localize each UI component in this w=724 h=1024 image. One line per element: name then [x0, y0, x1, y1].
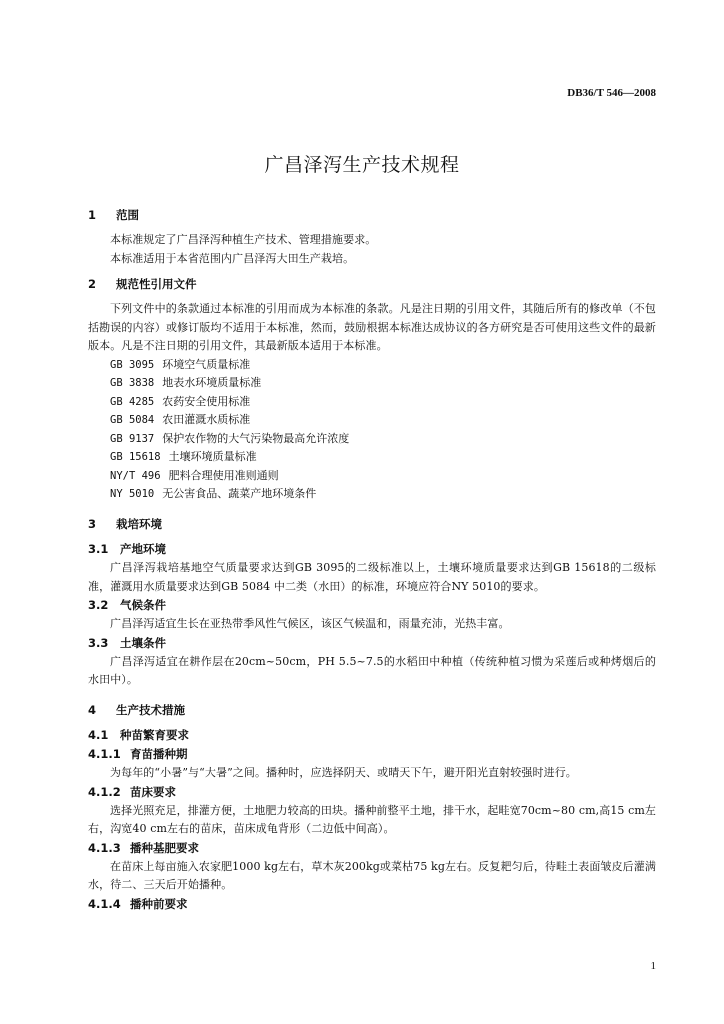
subsection-heading-3-3: [88, 634, 656, 653]
reference-code: GB 4285: [110, 395, 155, 408]
paragraph: 为每年的“小暑”与“大暑”之间。播种时，应选择阴天、或晴天下午，避开阳光直射较强时进行。: [110, 765, 577, 779]
paragraph: 广昌泽泻适宜在耕作层在20cm~50cm，PH 5.5~7.5的水稻田中种植（传统种植习惯为采莲后或种烤烟后的水田中）。: [88, 654, 656, 687]
reference-name: 肥料合理使用准则通则: [168, 468, 279, 482]
reference-name: 保护农作物的大气污染物最高允许浓度: [162, 431, 350, 445]
section-number: 4.1.4: [88, 896, 121, 911]
section-title: 苗床要求: [130, 784, 176, 799]
reference-list: [88, 356, 656, 504]
reference-name: 农田灌溉水质标准: [162, 413, 251, 427]
section-heading-4: [88, 700, 656, 720]
subsection-heading-4-1-4: [88, 895, 656, 914]
section-number: 2: [88, 277, 97, 292]
reference-name: 土壤环境质量标准: [168, 450, 257, 464]
paragraph: 下列文件中的条款通过本标准的引用而成为本标准的条款。凡是注日期的引用文件，其随后所有的修改单（不包括勘误的内容）或修订版均不适用于本标准，然而，鼓励根据本标准达成协议的各方研究是否可使用这些文件的最新版本。凡是不注日期的引用文件，其最新版本适用于本标准。: [88, 302, 656, 353]
reference-name: 环境空气质量标准: [162, 357, 251, 371]
reference-item: [88, 430, 656, 449]
section-title: 规范性引用文件: [116, 277, 197, 292]
paragraph: 本标准适用于本省范围内广昌泽泻大田生产栽培。: [110, 251, 355, 265]
section-number: 4.1: [88, 727, 109, 742]
section-heading-3: [88, 514, 656, 534]
reference-item: [88, 374, 656, 393]
reference-name: 地表水环境质量标准: [162, 376, 262, 390]
section-title: 气候条件: [120, 598, 166, 613]
reference-code: NY/T 496: [110, 469, 161, 482]
paragraph: 选择光照充足，排灌方便，土地肥力较高的田块。播种前整平土地，排干水，起畦宽70cm~80 cm,高15 cm左右，沟宽40 cm左右的苗床，苗床成龟背形（二边低中间高）。: [88, 803, 656, 836]
section-title: 产地环境: [120, 541, 166, 556]
reference-code: GB 5084: [110, 414, 155, 427]
reference-item: [88, 411, 656, 430]
section-number: 3.1: [88, 541, 109, 556]
document-body: [88, 205, 656, 914]
paragraph: 在苗床上每亩施入农家肥1000 kg左右，草木灰200kg或菜枯75 kg左右。反复耙匀后，待畦土表面皱皮后灌满水，待二、三天后开始播种。: [88, 859, 656, 892]
section-number: 1: [88, 208, 97, 222]
paragraph: 本标准规定了广昌泽泻种植生产技术、管理措施要求。: [110, 233, 377, 246]
section-number: 4.1.3: [88, 840, 121, 855]
reference-item: [88, 356, 656, 375]
section-number: 4.1.1: [88, 746, 121, 761]
section-title: 育苗播种期: [130, 746, 188, 761]
section-title: 播种前要求: [130, 896, 188, 911]
reference-item: [88, 467, 656, 486]
section-number: 3.3: [88, 635, 109, 650]
reference-item: [88, 448, 656, 467]
paragraph: 广昌泽泻适宜生长在亚热带季风性气候区，该区气候温和，雨量充沛，光热丰富。: [110, 617, 510, 631]
paragraph: 广昌泽泻栽培基地空气质量要求达到GB 3095的二级标准以上，土壤环境质量要求达到GB 15618的二级标准，灌溉用水质量要求达到GB 5084 中二类（水田）的标准，环境应符合NY 5010的要求。: [88, 560, 656, 593]
section-number: 4: [88, 702, 97, 717]
section-number: 3: [88, 516, 97, 531]
subsection-heading-3-2: [88, 596, 656, 615]
reference-item: [88, 393, 656, 412]
reference-code: GB 9137: [110, 432, 155, 445]
reference-code: GB 15618: [110, 451, 161, 464]
section-title: 生产技术措施: [116, 702, 185, 717]
section-title: 栽培环境: [116, 516, 162, 531]
reference-name: 无公害食品、蔬菜产地环境条件: [162, 487, 317, 501]
subsection-heading-4-1-1: [88, 745, 656, 764]
section-number: 3.2: [88, 598, 109, 613]
section-heading-1: [88, 205, 656, 225]
section-number: 4.1.2: [88, 784, 121, 799]
section-title: 范围: [116, 208, 139, 222]
reference-code: GB 3095: [110, 358, 155, 371]
subsection-heading-3-1: [88, 540, 656, 559]
reference-item: [88, 485, 656, 504]
section-title: 种苗繁育要求: [120, 727, 189, 742]
section-title: 播种基肥要求: [130, 840, 199, 855]
page-number: 1: [650, 960, 656, 972]
section-heading-2: [88, 274, 656, 294]
section-title: 土壤条件: [120, 635, 166, 650]
page-title: 广昌泽泻生产技术规程: [264, 154, 460, 176]
standard-code: DB36/T 546—2008: [567, 87, 656, 99]
subsection-heading-4-1: [88, 726, 656, 745]
reference-code: NY 5010: [110, 488, 155, 501]
reference-code: GB 3838: [110, 377, 155, 390]
reference-name: 农药安全使用标准: [162, 394, 251, 408]
subsection-heading-4-1-2: [88, 783, 656, 802]
subsection-heading-4-1-3: [88, 839, 656, 858]
